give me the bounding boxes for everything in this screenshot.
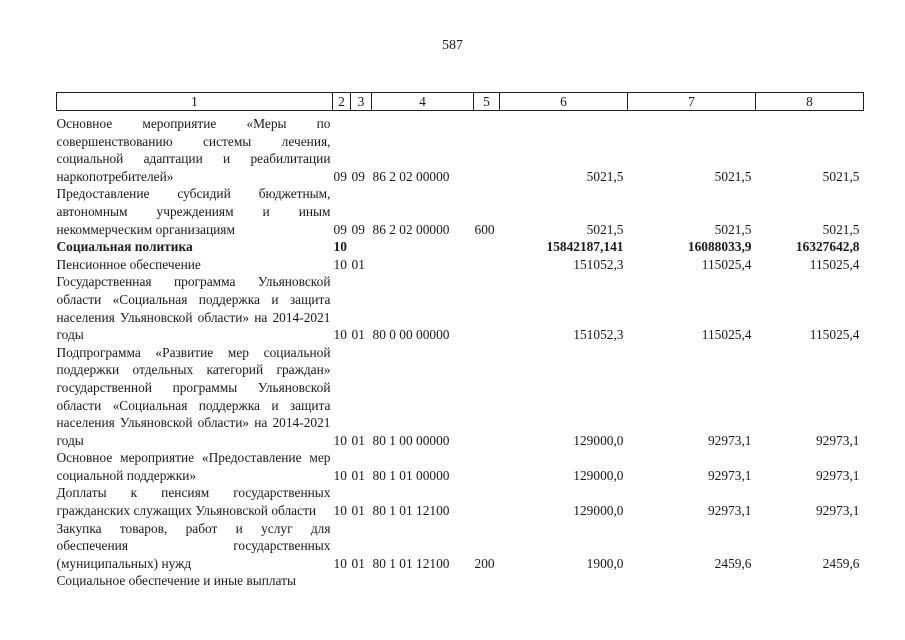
row-name: Предоставление субсидий бюджетным, автономным учреждениям и иным некоммерческим организациям [56,186,331,237]
row-name: Подпрограмма «Развитие мер социальной поддержки отдельных категорий граждан» государственной программы Ульяновской области «Социальная поддержка и защита населения Ульяновской области» на 2014-2021 годы [56,344,331,448]
row-amount-col8: 115025,4 [809,327,860,343]
header-cell: 1 [57,93,333,111]
header-cell: 7 [628,93,756,111]
row-amount-col8: 5021,5 [822,168,860,184]
row-expense-type-code [474,115,500,185]
row-amount-col6: 15842187,141 [546,239,624,255]
row-amount-col8: 92973,1 [815,503,860,519]
header-cell: 3 [351,93,372,111]
row-name: Основное мероприятие «Меры по совершенствованию системы лечения, социальной адаптации и реабилитации наркопотребителей» [56,116,331,184]
row-expense-type-code [474,449,500,484]
row-target-article-code [372,238,474,256]
row-name: Закупка товаров, работ и услуг для обеспечения государственных (муниципальных) нужд [56,520,331,571]
row-amount-col7: 5021,5 [714,168,752,184]
row-amount-col6: 5021,5 [586,168,624,184]
row-section-code: 10 [333,467,347,483]
page-number: 587 [442,38,463,53]
row-amount-col6: 151052,3 [573,256,624,272]
row-subsection-code: 01 [351,327,365,343]
row-amount-col8: 5021,5 [822,221,860,237]
row-amount-col6: 129000,0 [573,467,624,483]
row-section-code: 10 [333,327,347,343]
row-name: Государственная программа Ульяновской области «Социальная поддержка и защита населения Ульяновской области» на 2014-2021 годы [56,274,331,343]
row-amount-col6: 151052,3 [573,327,624,343]
row-subsection-code: 09 [351,168,365,184]
table-row [57,238,864,256]
row-section-code: 09 [333,221,347,237]
row-name: Социальное обеспечение и иные выплаты [56,573,297,589]
row-expense-type-code [474,484,500,519]
row-name: Доплаты к пенсиям государственных гражданских служащих Ульяновской области [56,485,331,519]
row-amount-col8: 92973,1 [815,432,860,448]
row-subsection-code: 01 [351,467,365,483]
row-target-article-code: 80 1 01 00000 [372,467,450,483]
row-section-code: 10 [333,432,347,448]
row-section-code: 10 [333,239,347,255]
row-amount-col8: 16327642,8 [795,239,860,255]
row-section-code: 10 [333,555,347,571]
row-expense-type-code: 200 [474,555,495,571]
row-subsection-code: 01 [351,555,365,571]
table-row [57,344,864,450]
row-amount-col7: 2459,6 [714,555,752,571]
budget-table [56,92,864,590]
row-subsection-code: 01 [351,256,365,272]
row-expense-type-code [474,344,500,450]
row-amount-col6: 1900,0 [586,555,624,571]
row-target-article-code [372,572,474,590]
table-row [57,484,864,519]
row-amount-col7: 92973,1 [707,503,752,519]
header-cell: 4 [372,93,474,111]
row-amount-col6: 129000,0 [573,432,624,448]
header-cell: 2 [333,93,351,111]
row-name: Пенсионное обеспечение [56,256,201,272]
row-expense-type-code [474,238,500,256]
row-name: Основное мероприятие «Предоставление мер социальной поддержки» [56,450,331,483]
row-section-code: 09 [333,168,347,184]
row-expense-type-code [474,273,500,343]
row-amount-col8: 115025,4 [809,256,860,272]
row-expense-type-code: 600 [474,221,495,237]
header-cell: 5 [474,93,500,111]
row-section-code: 10 [333,503,347,519]
row-amount-col8: 2459,6 [822,555,860,571]
table-row [57,520,864,573]
row-amount-col6: 129000,0 [573,503,624,519]
row-amount-col7: 92973,1 [707,432,752,448]
row-amount-col8: 92973,1 [815,467,860,483]
table-row [57,273,864,343]
row-target-article-code: 86 2 02 00000 [372,168,450,184]
row-target-article-code: 80 0 00 00000 [372,327,450,343]
row-target-article-code: 80 1 01 12100 [372,555,450,571]
row-section-code: 10 [333,256,347,272]
row-target-article-code: 80 1 01 12100 [372,503,450,519]
table-row [57,449,864,484]
row-amount-col7: 92973,1 [707,467,752,483]
header-row [57,93,864,111]
row-subsection-code [351,238,372,256]
row-amount-col7: 16088033,9 [687,239,752,255]
row-name: Социальная политика [56,239,193,255]
row-amount-col7: 115025,4 [701,256,752,272]
row-subsection-code: 09 [351,221,365,237]
row-subsection-code: 01 [351,432,365,448]
row-expense-type-code [474,572,500,590]
header-cell: 8 [756,93,864,111]
table-row [57,115,864,185]
table-row [57,572,864,590]
row-amount-col7: 115025,4 [701,327,752,343]
header-cell: 6 [500,93,628,111]
table-row [57,256,864,274]
row-expense-type-code [474,256,500,274]
row-section-code [333,572,351,590]
row-target-article-code: 86 2 02 00000 [372,221,450,237]
row-subsection-code [351,572,372,590]
row-target-article-code [372,256,474,274]
table-body [57,111,864,591]
row-target-article-code: 80 1 00 00000 [372,432,450,448]
row-amount-col7 [628,572,756,590]
row-amount-col8 [756,572,864,590]
row-subsection-code: 01 [351,503,365,519]
row-amount-col6 [500,572,628,590]
table-row [57,185,864,238]
row-amount-col7: 5021,5 [714,221,752,237]
row-amount-col6: 5021,5 [586,221,624,237]
